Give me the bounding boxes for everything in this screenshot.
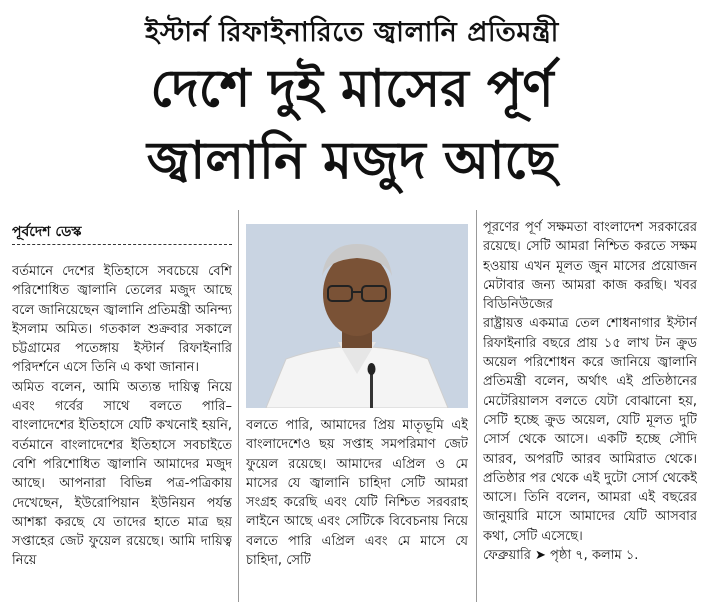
continued-on-page: ফেব্রুয়ারি ➤ পৃষ্ঠা ৭, কলাম ১.	[483, 548, 639, 564]
minister-photo-illustration	[246, 224, 468, 408]
paragraph: বলতে পারি, আমাদের প্রিয় মাতৃভূমি এই বাংলাদেশেও ছয় সপ্তাহ সমপরিমাণ জেট ফুয়েল রয়েছে। আমাদের এপ্রিল ও মে মাসের যে জ্বালানি চাহিদা সেটি আমরা সংগ্রহ করেছি এবং যেটি নিশ্চিত সরবরাহ লাইনে আছে এবং সেটিকে বিবেচনায় নিয়ে বলতে পারি এপ্রিল এবং মে মাসে যে চাহিদা, সেটি	[246, 418, 468, 569]
article-column-1	[12, 262, 232, 608]
column-rule	[476, 210, 477, 602]
article-column-2	[246, 416, 468, 608]
paragraph: পূরণের পূর্ণ সক্ষমতা বাংলাদেশ সরকারের রয়েছে। সেটি আমরা নিশ্চিত করতে সক্ষম হওয়ায় এখন মূলত জুন মাসের প্রয়োজন মেটাবার জন্য আমরা কাজ করছি। খবর বিডিনিউজের	[483, 220, 697, 313]
paragraph: বর্তমানে দেশের ইতিহাসে সবচেয়ে বেশি পরিশোধিত জ্বালানি তেলের মজুদ আছে বলে জানিয়েছেন জ্বালানি প্রতিমন্ত্রী অনিন্দ্য ইসলাম অমিত। গতকাল শুক্রবার সকালে চট্টগ্রামের পতেঙ্গায় ইস্টার্ন রিফাইনারি পরিদর্শনে এসে তিনি এ কথা জানান।	[12, 264, 232, 376]
article-column-3	[483, 218, 697, 608]
headline-line-1: দেশে দুই মাসের পূর্ণ	[150, 59, 554, 119]
byline-divider	[12, 244, 232, 245]
byline: পূর্বদেশ ডেস্ক	[12, 224, 82, 240]
minister-photo	[246, 224, 468, 408]
kicker: ইস্টার্ন রিফাইনারিতে জ্বালানি প্রতিমন্ত্রী	[145, 17, 559, 48]
headline-line-2: জ্বালানি মজুদ আছে	[147, 131, 557, 191]
paragraph: রাষ্ট্রায়ত্ত একমাত্র তেল শোধনাগার ইস্টার্ন রিফাইনারি বছরে প্রায় ১৫ লাখ টন ক্রুড অয়েল পরিশোধন করে জানিয়ে জ্বালানি প্রতিমন্ত্রী বলেন, অর্থাৎ এই প্রতিষ্ঠানের মেটেরিয়ালস বলতে যেটা বোঝানো হয়, সেটি হচ্ছে ক্রুড অয়েল, যেটি মূলত দুটি সোর্স থেকে আসে। একটি হচ্ছে সৌদি আরব, অপরটি আরব আমিরাত থেকে। প্রতিষ্ঠার পর থেকে এই দুটো সোর্স থেকেই আসে। তিনি বলেন, আমরা এই বছরের জানুয়ারি মাসে আমাদের যেটি আসবার কথা, সেটি এসেছে।	[483, 316, 697, 544]
paragraph: অমিত বলেন, আমি অত্যন্ত দায়িত্ব নিয়ে এবং গর্বের সাথে বলতে পারি– বাংলাদেশের ইতিহাসে যেটি কখনোই হয়নি, বর্তমানে বাংলাদেশের ইতিহাসে সবচাইতে বেশি পরিশোধিত জ্বালানি আমাদের মজুদ আছে। আপনারা বিভিন্ন পত্র-পত্রিকায় দেখেছেন, ইউরোপিয়ান ইউনিয়ন পর্যন্ত আশঙ্কা করছে যে তাদের হাতে মাত্র ছয় সপ্তাহের জেট ফুয়েল রয়েছে। আমি দায়িত্ব নিয়ে	[12, 379, 232, 569]
column-rule	[238, 210, 239, 602]
